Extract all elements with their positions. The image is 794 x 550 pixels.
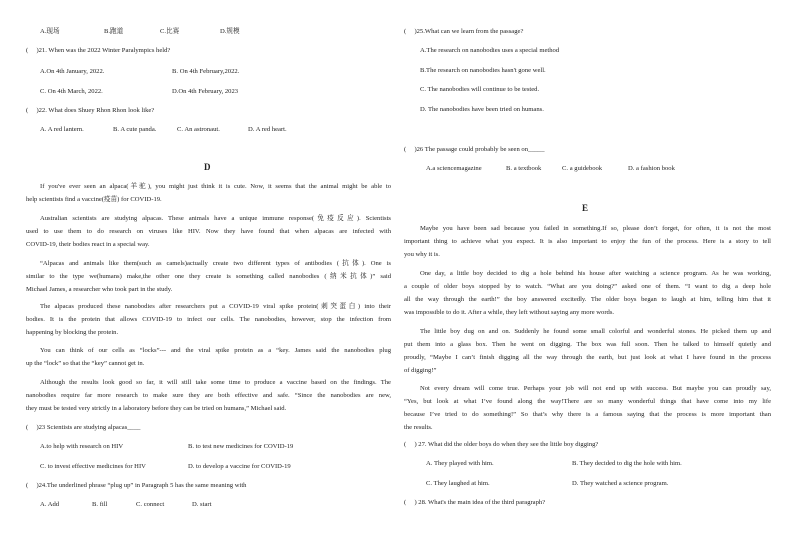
d-para4-line1: The alpacas produced these nanobodies after researchers put a COVID-19 viral spike protein(刺突蛋白) into their xyxy=(40,303,391,310)
q27-question: ( ) 27. What did the older boys do when they see the little boy digging? xyxy=(404,441,599,448)
e-para3-line2: put them into a glass box. Then he went on digging. The box was full soon. Then he talked to himself quietly and xyxy=(404,341,771,348)
q20-option-d: D.规模 xyxy=(220,28,240,35)
q26-option-c: C. a guidebook xyxy=(562,165,603,172)
q22-option-d: D. A red heart. xyxy=(248,126,287,133)
d-para1-line1: If you've ever seen an alpaca(羊驼), you might just think it is cute. Now, it seems that the animal might be able to xyxy=(40,183,391,190)
e-para2-line4: was impossible to do it. After a while, they left without saying any more words. xyxy=(404,309,615,316)
q26-option-d: D. a fashion book xyxy=(628,165,675,172)
q21-option-d: D.On 4th February, 2023 xyxy=(172,88,239,95)
q25-option-b: B.The research on nanobodies hasn't gone well. xyxy=(420,67,546,74)
q27-option-b: B. They decided to dig the hole with him. xyxy=(572,460,682,467)
q20-option-a: A.现场 xyxy=(40,28,60,35)
e-para3-line1: The little boy dug on and on. Suddenly he found some small colorful and wonderful stones. He picked them up and xyxy=(420,328,771,335)
d-para1-line2: help scientists find a vaccine(疫苗) for COVID-19. xyxy=(26,196,162,203)
section-e-heading: E xyxy=(582,203,589,213)
e-para2-line2: a couple of older boys stopped by to watch. “What are you doing?” asked one of them. “I want to dig a deep hole xyxy=(404,283,771,290)
q27-option-d: D. They watched a science program. xyxy=(572,480,669,487)
section-d-heading: D xyxy=(204,162,211,172)
e-para4-line2: “Yes, but look at what I’ve found along the way!There are so many wonderful things that have come into my life xyxy=(404,398,771,405)
q25-option-c: C. The nanobodies will continue to be tested. xyxy=(420,86,540,93)
q22-option-a: A. A red lantern. xyxy=(40,126,84,133)
d-para6-line3: they must be tested very strictly in a laboratory before they can be tried on humans,” Michael said. xyxy=(26,405,287,412)
q24-option-d: D. start xyxy=(192,501,212,508)
q21-option-c: C. On 4th March, 2022. xyxy=(40,88,103,95)
d-para2-line3: COVID-19, their bodies react in a special way. xyxy=(26,241,150,248)
q25-option-a: A.The research on nanobodies uses a special method xyxy=(420,47,560,54)
q24-option-b: B. fill xyxy=(92,501,108,508)
e-para4-line3: because I’ve tried to do something!” So that’s why there is a famous saying that the process is more important than xyxy=(404,411,771,418)
q24-question: ( )24.The underlined phrase “plug up” in Paragraph 5 has the same meaning with xyxy=(26,482,247,489)
e-para4-line1: Not every dream will come true. Perhaps your job will not end up with success. But maybe you can proudly say, xyxy=(420,385,771,392)
d-para2-line1: Australian scientists are studying alpacas. These animals have a unique immune response(免疫反应). Scientists xyxy=(40,215,391,222)
e-para3-line3: proudly, “Maybe I can’t finish digging all the way through the earth, but just look at what I have found in the process xyxy=(404,354,771,361)
q20-option-b: B.跑道 xyxy=(104,28,124,35)
e-para3-line4: of digging!” xyxy=(404,367,437,374)
d-para5-line2: up the “lock” so that the “key” cannot get in. xyxy=(26,360,145,367)
d-para6-line2: nanobodies require far more research to make sure they are both effective and safe. “Since the nanobodies are new, xyxy=(26,392,391,399)
q25-question: ( )25.What can we learn from the passage? xyxy=(404,28,524,35)
q21-question: ( )21. When was the 2022 Winter Paralympics held? xyxy=(26,47,171,54)
q22-question: ( )22. What does Shuey Rhon Rhon look like? xyxy=(26,107,155,114)
d-para6-line1: Although the results look good so far, it will still take some time to produce a vaccine based on the findings. The xyxy=(40,379,391,386)
q24-option-c: C. connect xyxy=(136,501,165,508)
e-para1-line2: important thing to achieve what you expect. It is also important to enjoy the fun of the process. Here is a story to tell xyxy=(404,238,771,245)
q23-option-d: D. to develop a vaccine for COVID-19 xyxy=(188,463,291,470)
e-para2-line1: One day, a little boy decided to dig a hole behind his house after watching a science program. As he was working, xyxy=(420,270,771,277)
q21-option-a: A.On 4th January, 2022. xyxy=(40,68,105,75)
d-para3-line1: “Alpacas and animals like them(such as camels)actually create two different types of antibodies (抗体). One is xyxy=(40,260,391,267)
q23-option-c: C. to invest effective medicines for HIV xyxy=(40,463,146,470)
e-para2-line3: all the way through the earth!” the boy answered excitedly. The older boys began to laugh at him, telling him that it xyxy=(404,296,771,303)
q22-option-b: B. A cute panda. xyxy=(113,126,157,133)
q27-option-a: A. They played with him. xyxy=(426,460,494,467)
q25-option-d: D. The nanobodies have been tried on humans. xyxy=(420,106,544,113)
q23-question: ( )23 Scientists are studying alpacas____ xyxy=(26,424,141,431)
d-para5-line1: You can think of our cells as “locks”--- and the viral spike protein as a “key. James said the nanobodies plug xyxy=(40,347,391,354)
q21-option-b: B. On 4th February,2022. xyxy=(172,68,240,75)
q23-option-b: B. to test new medicines for COVID-19 xyxy=(188,443,294,450)
q23-option-a: A.to help with research on HIV xyxy=(40,443,124,450)
d-para3-line3: Michael James, a researcher who took part in the study. xyxy=(26,286,173,293)
e-para4-line4: the results. xyxy=(404,424,433,431)
q22-option-c: C. An astronaut. xyxy=(177,126,220,133)
d-para4-line3: happening by blocking the protein. xyxy=(26,329,119,336)
e-para1-line1: Maybe you have been sad because you failed in something.If so, please don’t forget, for often, it is not the most xyxy=(420,225,771,232)
d-para3-line2: similar to the type we(humans) make,the other one they create is something called nanobodies (纳米抗体)” said xyxy=(26,273,391,280)
d-para4-line2: bodies. It is the protein that allows COVID-19 to infect our cells. The nanobodies, however, stop the infection from xyxy=(26,316,391,323)
q26-option-b: B. a textbook xyxy=(506,165,542,172)
d-para2-line2: used to use them to do research on viruses like HIV. Now they have found that when alpacas are infected with xyxy=(26,228,391,235)
q27-option-c: C. They laughed at him. xyxy=(426,480,490,487)
q20-option-c: C.比赛 xyxy=(160,28,180,35)
q26-option-a: A.a sciencemagazine xyxy=(426,165,482,172)
q24-option-a: A. Add xyxy=(40,501,60,508)
e-para1-line3: you why it is. xyxy=(404,251,440,258)
q28-question: ( ) 28. What's the main idea of the third paragraph? xyxy=(404,499,546,506)
q26-question: ( )26 The passage could probably be seen on_____ xyxy=(404,146,545,153)
